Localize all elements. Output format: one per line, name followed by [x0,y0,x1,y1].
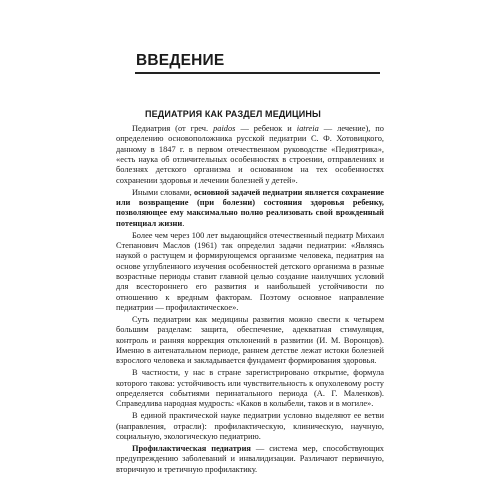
paragraph-1-text: Педиатрия (от греч. [132,124,214,133]
paragraph-7 [116,444,384,475]
paragraph-1 [116,124,384,186]
paragraph-3: Более чем через 100 лет выдающийся отечественный педиатр Михаил Степанович Маслов (1961) так определил задачи педиатрии: «Являясь наукой о растущем и формирующемся организме человека, педиатрия на основе углубленного изучения особенностей детского организма в разные возрастные периоды ставит главной целью создание наилучших условий для всестороннего его развития и наибольшей устойчивости по отношению к вредным факторам. Поэтому основное направление педиатрии — профилактическое». [116,230,384,313]
paragraph-1-text: — ребенок и [235,124,297,133]
paragraph-6: В единой практической науке педиатрии условно выделяют ее ветви (направления, отрасли): профилактическую, клиническую, научную, социальную, экологическую педиатрию. [116,411,384,441]
paragraph-2-text: Иными словами, [132,187,194,197]
paragraph-2 [116,188,384,229]
greek-term-paidos: paidos [213,124,236,133]
paragraph-2-text: . [182,218,185,228]
chapter-title-rule [135,72,380,74]
paragraph-7-text: — система мер, способствующих предупреждению заболеваний и инвалидизации. Различают первичную, вторичную и третичную профилактику. [116,443,384,474]
paragraph-2-emphasis: основной задачей педиатрии является сохранение или возвращение (при болезни) состояния здоровья ребенку, позволяющее ему максимально полно реализовать свой врожденный потенциал жизни [116,187,384,228]
section-title: ПЕДИАТРИЯ КАК РАЗДЕЛ МЕДИЦИНЫ [145,109,321,119]
body-text [116,124,384,477]
paragraph-5: В частности, у нас в стране зарегистрировано открытие, формула которого такова: устойчивость или чувствительность к опухолевому росту определяется событиями перинатального периода (А. Г. Маленков). Справедлива народная мудрость: «Каков в колыбели, таков и в могиле». [116,368,384,409]
term-preventive-pediatrics: Профилактическая педиатрия [132,443,251,453]
greek-term-iatreia: iatreia [296,124,319,133]
paragraph-1-text: — лечение), по определению основоположника русской педиатрии С. Ф. Хотовицкого, данному в 1847 г. в первом отечественном руководстве «Педиятрика», «есть наука об отличительных особенностях в строении, отправлениях и болезнях детского организма и основанном на тех особенностях сохранении здоровья и лечении болезней у детей». [116,124,384,185]
chapter-title: ВВЕДЕНИЕ [136,52,225,69]
paragraph-4: Суть педиатрии как медицины развития можно свести к четырем большим разделам: защита, обеспечение, адекватная стимуляция, контроль и ранняя коррекция отклонений в развитии (И. М. Воронцов). Именно в антенатальном периоде, раннем детстве лежат истоки болезней взрослого человека и закладывается фундамент формирования здоровья. [116,314,384,366]
